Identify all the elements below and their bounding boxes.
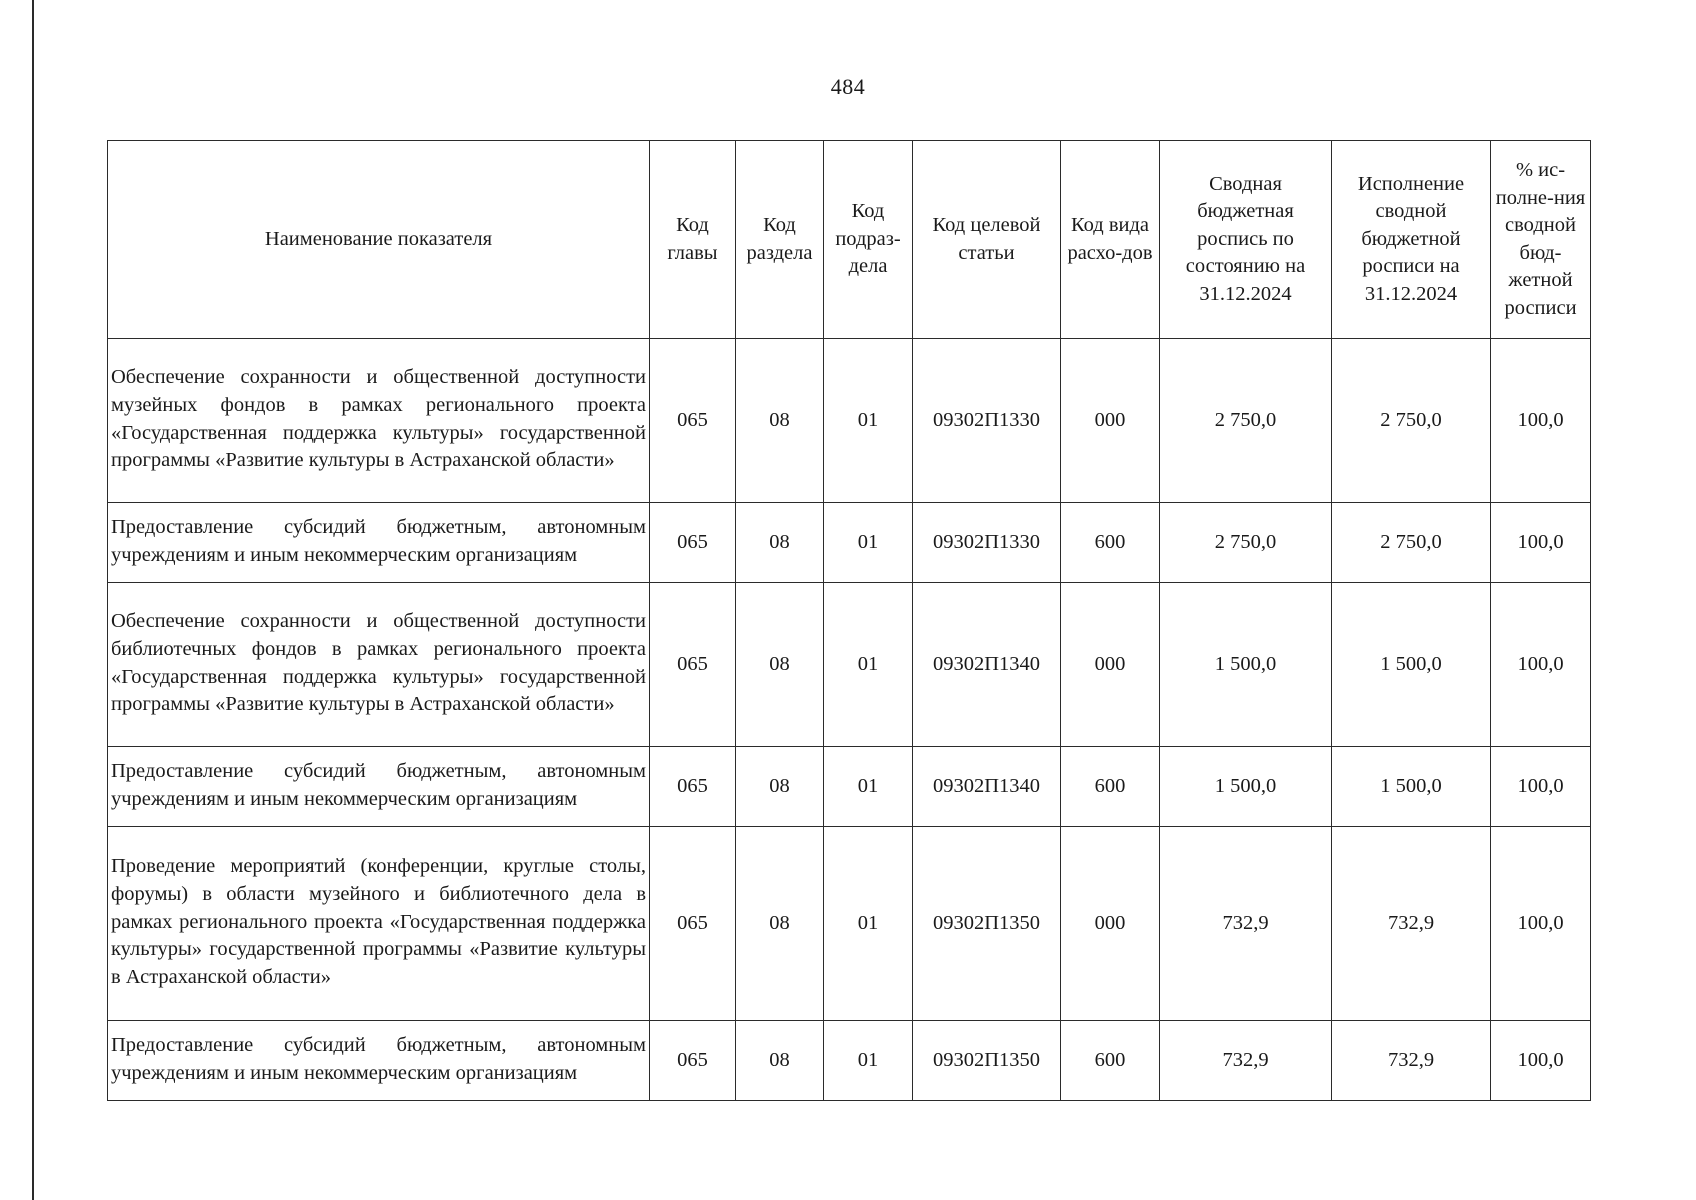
cell-execution-percent: 100,0 [1491, 339, 1591, 503]
cell-expense-type-code: 000 [1061, 827, 1160, 1021]
cell-chapter-code: 065 [650, 1021, 736, 1101]
cell-indicator-name: Обеспечение сохранности и общественной доступности библиотечных фондов в рамках регионального проекта «Государственная поддержка культуры» государственной программы «Развитие культуры в Астраханской области» [108, 583, 650, 747]
header-indicator-name: Наименование показателя [108, 141, 650, 339]
cell-section-code: 08 [736, 583, 824, 747]
table-row [108, 827, 1591, 1021]
cell-section-code: 08 [736, 747, 824, 827]
cell-target-article-code: 09302П1330 [913, 339, 1061, 503]
header-budget-plan: Сводная бюджетная роспись по состоянию на 31.12.2024 [1160, 141, 1332, 339]
table-row [108, 1021, 1591, 1101]
table-row [108, 503, 1591, 583]
cell-expense-type-code: 000 [1061, 583, 1160, 747]
cell-subsection-code: 01 [824, 583, 913, 747]
table-header-row [108, 141, 1591, 339]
cell-expense-type-code: 600 [1061, 503, 1160, 583]
cell-chapter-code: 065 [650, 583, 736, 747]
header-execution-percent: % ис-полне-ния сводной бюд-жетной росписи [1491, 141, 1591, 339]
cell-budget-plan: 1 500,0 [1160, 583, 1332, 747]
cell-subsection-code: 01 [824, 503, 913, 583]
cell-chapter-code: 065 [650, 503, 736, 583]
cell-budget-plan: 732,9 [1160, 1021, 1332, 1101]
cell-indicator-name: Предоставление субсидий бюджетным, автономным учреждениям и иным некоммерческим организациям [108, 747, 650, 827]
cell-execution-percent: 100,0 [1491, 503, 1591, 583]
cell-subsection-code: 01 [824, 747, 913, 827]
cell-budget-plan: 2 750,0 [1160, 503, 1332, 583]
cell-chapter-code: 065 [650, 339, 736, 503]
cell-indicator-name: Предоставление субсидий бюджетным, автономным учреждениям и иным некоммерческим организациям [108, 1021, 650, 1101]
cell-budget-execution: 2 750,0 [1332, 503, 1491, 583]
cell-budget-execution: 1 500,0 [1332, 747, 1491, 827]
cell-target-article-code: 09302П1340 [913, 583, 1061, 747]
cell-budget-execution: 732,9 [1332, 1021, 1491, 1101]
cell-expense-type-code: 600 [1061, 747, 1160, 827]
cell-budget-plan: 2 750,0 [1160, 339, 1332, 503]
cell-subsection-code: 01 [824, 339, 913, 503]
header-chapter-code: Код главы [650, 141, 736, 339]
cell-chapter-code: 065 [650, 747, 736, 827]
cell-target-article-code: 09302П1330 [913, 503, 1061, 583]
header-section-code: Код раздела [736, 141, 824, 339]
cell-expense-type-code: 600 [1061, 1021, 1160, 1101]
cell-section-code: 08 [736, 1021, 824, 1101]
cell-indicator-name: Предоставление субсидий бюджетным, автономным учреждениям и иным некоммерческим организациям [108, 503, 650, 583]
cell-execution-percent: 100,0 [1491, 747, 1591, 827]
cell-budget-plan: 1 500,0 [1160, 747, 1332, 827]
cell-subsection-code: 01 [824, 1021, 913, 1101]
cell-section-code: 08 [736, 503, 824, 583]
header-expense-type-code: Код вида расхо-дов [1061, 141, 1160, 339]
cell-budget-plan: 732,9 [1160, 827, 1332, 1021]
table-row [108, 747, 1591, 827]
table-row [108, 339, 1591, 503]
cell-execution-percent: 100,0 [1491, 827, 1591, 1021]
page-number: 484 [830, 74, 866, 99]
cell-expense-type-code: 000 [1061, 339, 1160, 503]
cell-subsection-code: 01 [824, 827, 913, 1021]
cell-budget-execution: 2 750,0 [1332, 339, 1491, 503]
cell-target-article-code: 09302П1340 [913, 747, 1061, 827]
cell-execution-percent: 100,0 [1491, 1021, 1591, 1101]
cell-section-code: 08 [736, 339, 824, 503]
cell-chapter-code: 065 [650, 827, 736, 1021]
cell-budget-execution: 1 500,0 [1332, 583, 1491, 747]
header-subsection-code: Код подраз-дела [824, 141, 913, 339]
header-budget-execution: Исполнение сводной бюджетной росписи на 31.12.2024 [1332, 141, 1491, 339]
cell-target-article-code: 09302П1350 [913, 827, 1061, 1021]
budget-execution-table [107, 140, 1591, 1101]
left-margin-line [32, 0, 34, 1200]
cell-indicator-name: Проведение мероприятий (конференции, круглые столы, форумы) в области музейного и библиотечного дела в рамках регионального проекта «Государственная поддержка культуры» государственной программы «Развитие культуры в Астраханской области» [108, 827, 650, 1021]
table-row [108, 583, 1591, 747]
cell-section-code: 08 [736, 827, 824, 1021]
cell-indicator-name: Обеспечение сохранности и общественной доступности музейных фондов в рамках регионального проекта «Государственная поддержка культуры» государственной программы «Развитие культуры в Астраханской области» [108, 339, 650, 503]
cell-budget-execution: 732,9 [1332, 827, 1491, 1021]
cell-execution-percent: 100,0 [1491, 583, 1591, 747]
header-target-article-code: Код целевой статьи [913, 141, 1061, 339]
cell-target-article-code: 09302П1350 [913, 1021, 1061, 1101]
